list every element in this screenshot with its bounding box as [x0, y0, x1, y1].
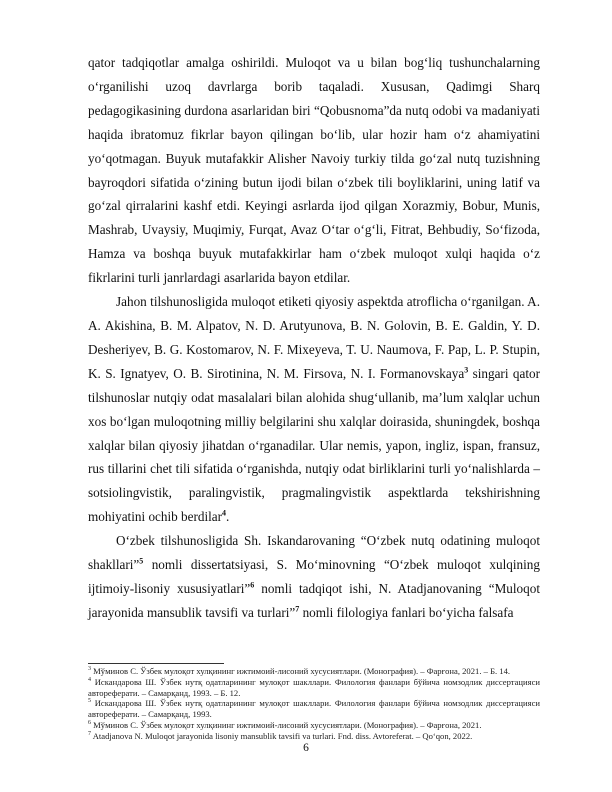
footnote-number: 7	[88, 730, 91, 737]
paragraph-3-c: nomli tadqiqot ishi, N. Atadjanovaning “Muloqot jarayonida mansublik tavsifi va turlari”	[88, 580, 541, 620]
footnote-7	[88, 731, 540, 742]
paragraph-3	[88, 529, 540, 625]
paragraph-2-text: Jahon tilshunosligida muloqot etiketi qiyosiy aspektda atroflicha o‘rganilgan. A. A. Akishina, B. M. Alpatov, N. D. Arutyunova, B. N. Golovin, B. E. Galdin, Y. D. Desheriyev, B. G. Kostomarov, N. F. Mixeyeva, T. U. Naumova, F. Pap, L. P. Stupin, K. S. Ignatyev, O. B. Sirotinina, N. M. Firsova, N. I. Formanovskaya	[88, 294, 540, 381]
footnote-text: Мўминов С. Ўзбек мулоқот хулқининг ижтимоий-лисоний хусусиятлари. (Монография). – Фарғона, 2021.	[93, 719, 482, 730]
footnote-3	[88, 666, 540, 677]
footnote-number: 5	[88, 698, 91, 705]
footnote-ref-5[interactable]: 5	[139, 556, 144, 566]
footnote-text: Искандарова Ш. Ўзбек нутқ одатларининг мулоқот шакллари. Филология фанлари бўйича номзодлик диссертацияси автореферати. – Самарқанд, 1993.	[88, 698, 540, 720]
main-text	[88, 51, 540, 625]
footnote-separator	[88, 663, 224, 664]
paragraph-3-b: nomli dissertatsiyasi, S. Mo‘minovning “O‘zbek muloqot xulqining ijtimoiy-lisoniy xususiyatlari”	[88, 557, 540, 596]
footnote-number: 3	[88, 666, 91, 673]
footnote-text: Мўминов С. Ўзбек мулоқот хулқининг ижтимоий-лисоний хусусиятлари. (Монография). – Фарғона, 2021. – Б. 14.	[93, 666, 511, 676]
footnote-ref-7[interactable]: 7	[295, 604, 300, 614]
footnote-ref-4[interactable]: 4	[222, 508, 227, 518]
footnotes	[88, 666, 540, 742]
paragraph-2	[88, 290, 540, 529]
paragraph-2-tail: singari qator tilshunoslar nutqiy odat masalalari bilan alohida shug‘ullanib, ma’lum xalqlar uchun xos bo‘lgan muloqotning milliy belgilarini shu xalqlar doirasida, shuningdek, boshqa xalqlar bilan qiyosiy jihatdan o‘rganadilar. Ular nemis, yapon, ingliz, ispan, fransuz, rus tillarini chet tili sifatida o‘rganishda, nutqiy odat birliklarini turli yo‘nalishlarda – sotsiolingvistik, paralingvistik, pragmalingvistik aspektlarda tekshirishning mohiyatini ochib berdilar	[88, 365, 540, 525]
footnote-5	[88, 698, 540, 720]
footnote-number: 4	[88, 676, 91, 683]
paragraph-2-end: .	[226, 509, 230, 525]
paragraph-1: qator tadqiqotlar amalga oshirildi. Muloqot va u bilan bog‘liq tushunchalarning o‘rganilishi uzoq davrlarga borib taqaladi. Xususan, Qadimgi Sharq pedagogikasining durdona asarlaridan biri “Qobusnoma”da nutq odobi va madaniyati haqida ibratomuz fikrlar bayon qilingan bo‘lib, ular hozir ham o‘z ahamiyatini yo‘qotmagan. Buyuk mutafakkir Alisher Navoiy turkiy tilda go‘zal nutq tuzishning bayroqdori sifatida o‘zining butun ijodi bilan o‘zbek tili boyliklarini, uning latif va go‘zal qirralarini kashf etdi. Keyingi asrlarda ijod qilgan Xorazmiy, Bobur, Munis, Mashrab, Uvaysiy, Muqimiy, Furqat, Avaz O‘tar o‘g‘li, Fitrat, Behbudiy, So‘fizoda, Hamza va boshqa buyuk mutafakkirlar ham o‘zbek muloqot xulqi haqida o‘z fikrlarini turli janrlardagi asarlarida bayon etdilar.	[88, 55, 540, 286]
footnote-text: Atadjanova N. Muloqot jarayonida lisoniy mansublik tavsifi va turlari. Fnd. diss. Avtoreferat. – Qo‘qon, 2022.	[92, 730, 473, 741]
footnote-6	[88, 720, 540, 731]
footnote-number: 6	[88, 720, 91, 727]
footnote-4	[88, 677, 540, 699]
paragraph-3-a: O‘zbek tilshunosligida Sh. Iskandarovaning “O‘zbek nutq odatining muloqot shakllari”	[88, 533, 540, 573]
paragraph-3-d: nomli filologiya fanlari bo‘yicha falsafa	[299, 604, 514, 620]
footnote-ref-3[interactable]: 3	[464, 365, 469, 375]
footnote-text: Искандарова Ш. Ўзбек нутқ одатларининг мулоқот шакллари. Филология фанлари бўйича номзодлик диссертацияси автореферати. – Самарқанд, 1993. – Б. 12.	[88, 676, 540, 698]
footnote-ref-6[interactable]: 6	[250, 580, 255, 590]
page-number: 6	[303, 742, 309, 754]
